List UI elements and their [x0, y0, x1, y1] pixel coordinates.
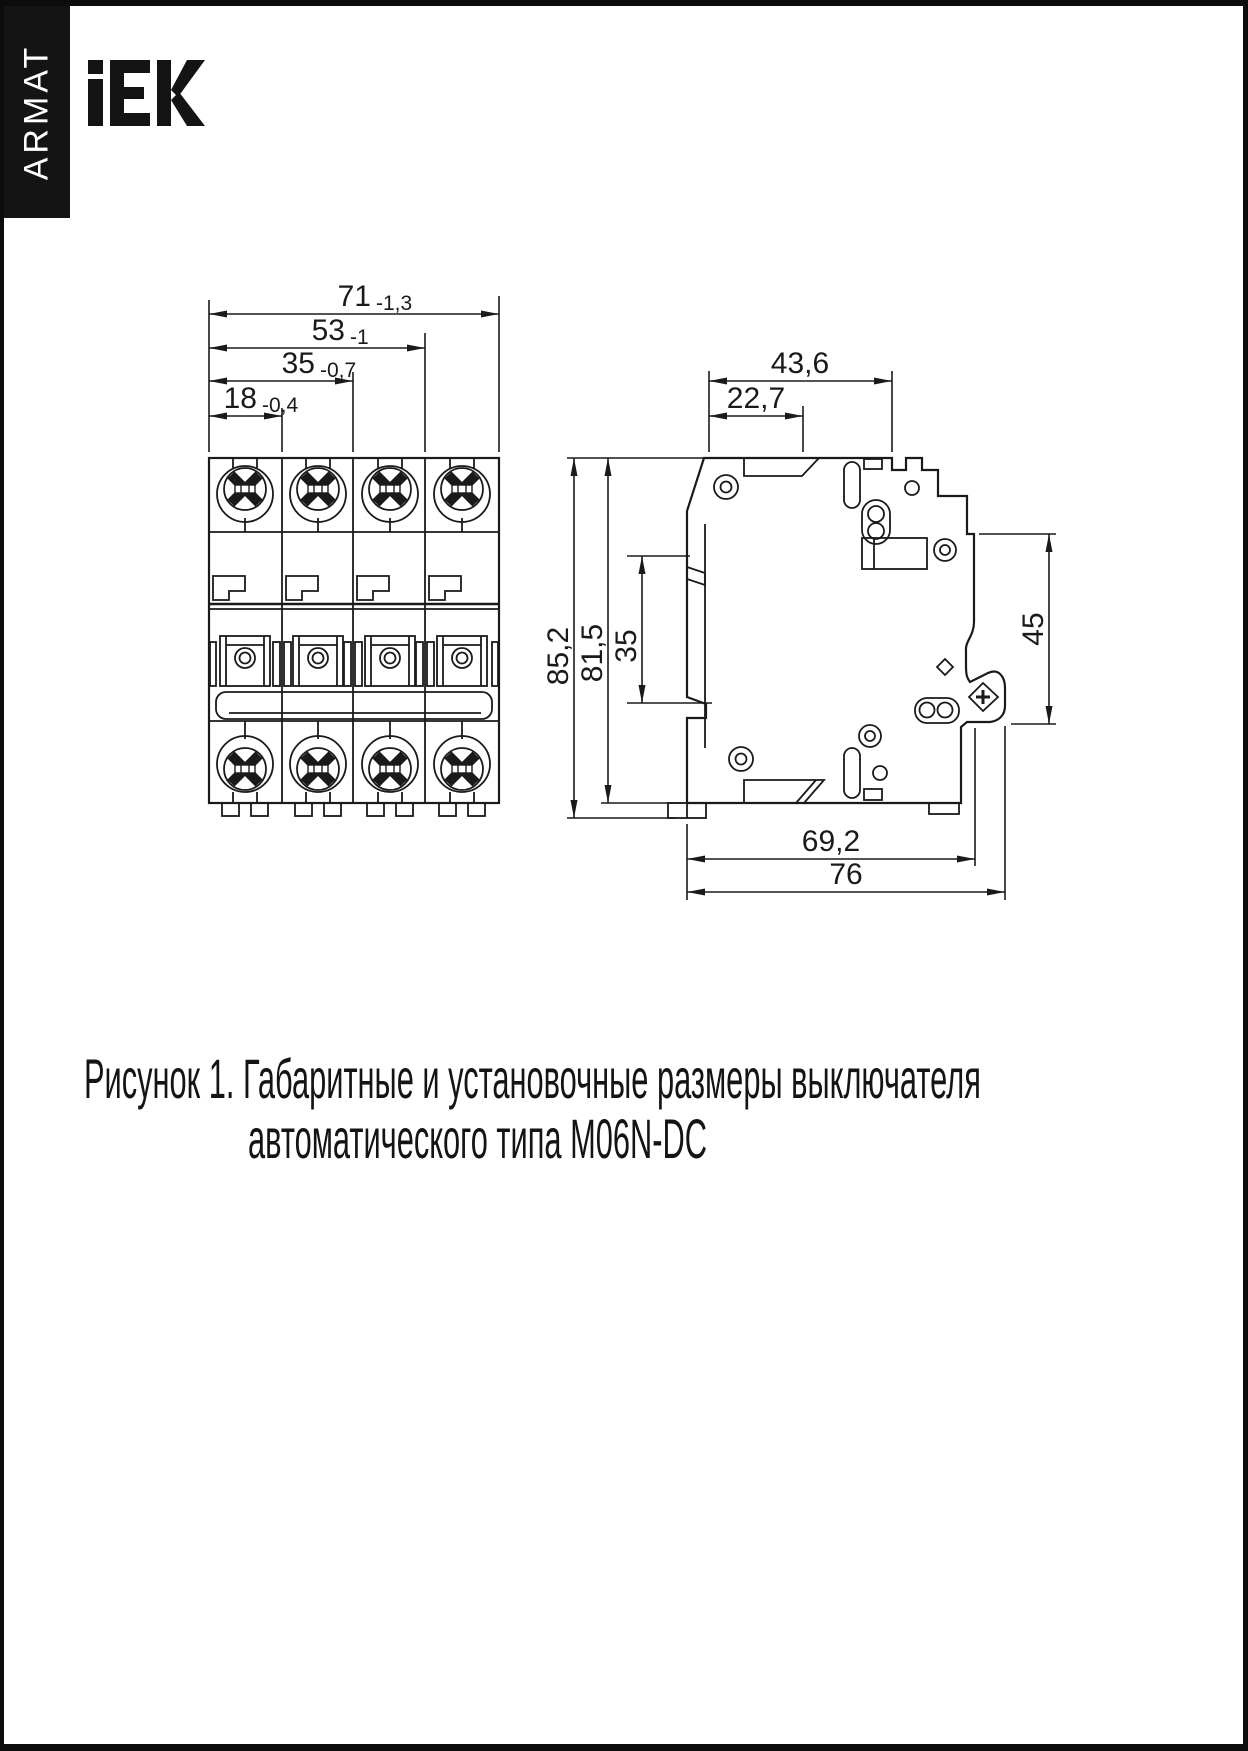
dimension-drawing: [4, 6, 1248, 1026]
front-toggles: [210, 636, 498, 719]
toggle-seal-screw: [969, 683, 998, 711]
dim-height-overall: 85,2: [542, 626, 575, 686]
dim-depth-top-overall: 43,6: [770, 347, 830, 380]
side-view: [668, 458, 1005, 818]
dim-width-overall-tol: -1,3: [376, 292, 413, 315]
side-details: [668, 458, 998, 818]
front-label-flags: [213, 576, 461, 600]
dim-depth-overall: 76: [829, 858, 863, 891]
dim-width-mounting-tol: -1: [350, 326, 369, 349]
dim-width-two-pole-tol: -0,7: [320, 359, 357, 382]
dim-width-two-pole: 35: [281, 347, 315, 380]
front-feet: [222, 803, 485, 816]
dim-depth-body: 69,2: [801, 825, 861, 858]
dim-din-rail-span: 35: [610, 629, 643, 663]
dim-depth-top-front: 22,7: [726, 382, 786, 415]
dim-width-pole: 18: [223, 382, 257, 415]
dim-height-body: 81,5: [576, 623, 609, 683]
armat-brand-text: ARMAT: [17, 43, 56, 181]
dim-width-mounting: 53: [311, 314, 345, 347]
dim-width-overall: 71: [337, 280, 371, 313]
dim-front-panel-height: 45: [1017, 612, 1050, 646]
figure-caption-line2: автоматического типа M06N-DC: [248, 1107, 707, 1170]
front-view: [209, 458, 499, 816]
dim-width-pole-tol: -0,4: [262, 394, 299, 417]
figure-caption-line1: Рисунок 1. Габаритные и установочные размеры выключателя: [84, 1047, 981, 1110]
toggle-tie-bar: [216, 692, 492, 719]
